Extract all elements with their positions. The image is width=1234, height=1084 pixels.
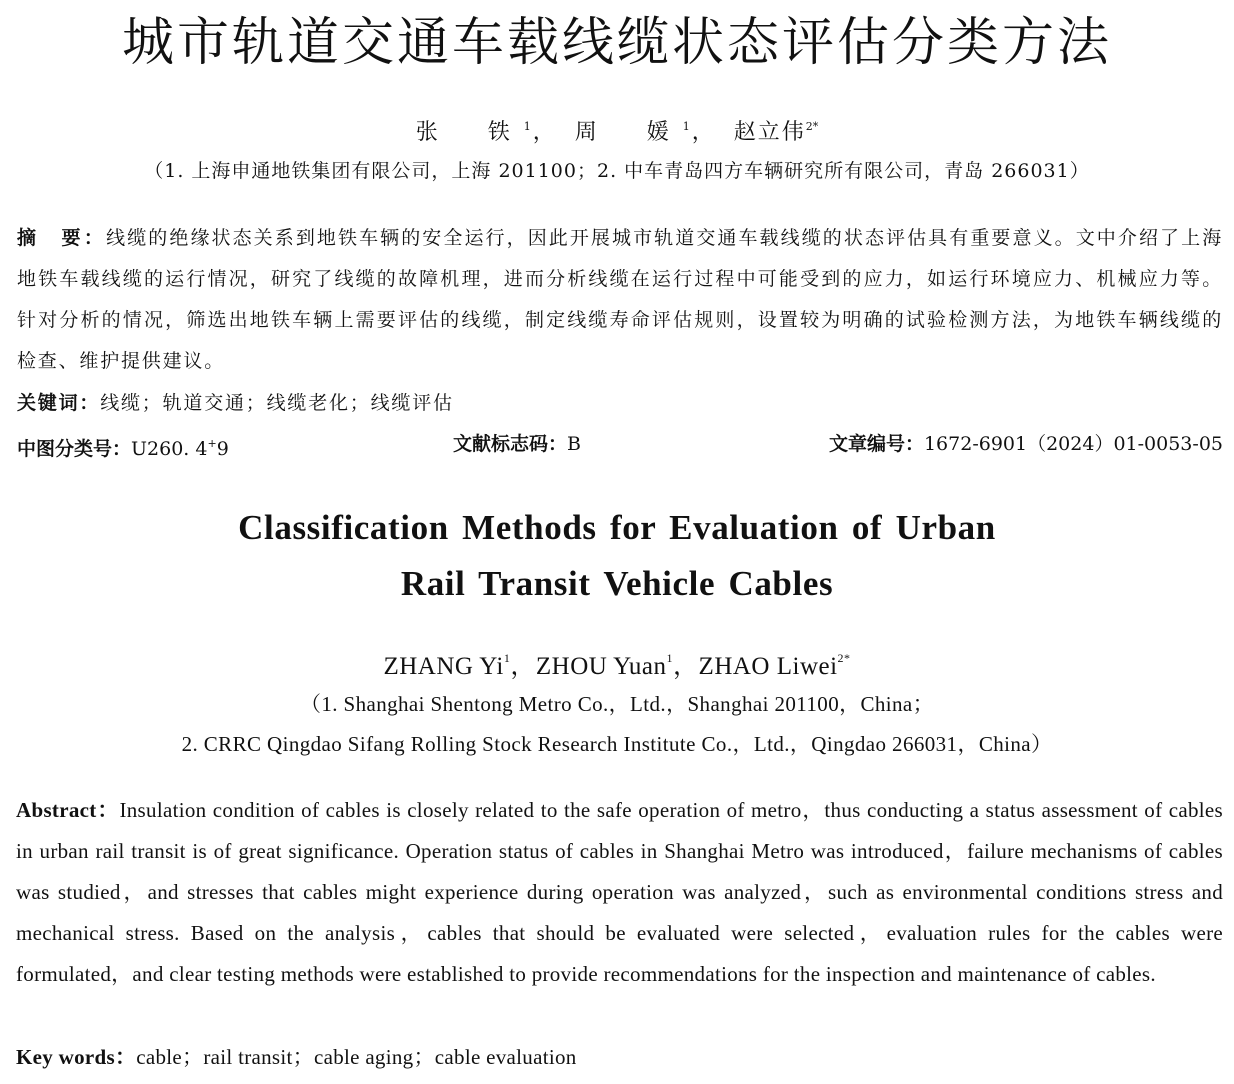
chinese-author-name: 赵立伟 xyxy=(733,120,806,145)
clc-superscript: + xyxy=(207,437,217,450)
author-separator: ， xyxy=(673,653,699,680)
author-separator: ， xyxy=(691,120,716,145)
author-separator: ， xyxy=(532,120,557,145)
chinese-author xyxy=(416,110,531,150)
author-affiliation-marker: 1 xyxy=(503,651,511,665)
chinese-keywords xyxy=(17,383,1223,423)
chinese-keywords-text: 线缆；轨道交通；线缆老化；线缆评估 xyxy=(100,392,454,414)
english-abstract-label: Abstract： xyxy=(16,798,120,822)
english-author-name: ZHANG Yi xyxy=(383,653,504,680)
author-separator: ， xyxy=(510,653,536,680)
document-code-label: 文献标志码： xyxy=(453,433,568,455)
author-affiliation-marker: 1 xyxy=(523,120,531,133)
author-affiliation-marker: 1 xyxy=(682,120,690,133)
clc-number xyxy=(17,424,229,469)
english-title xyxy=(0,500,1234,612)
chinese-abstract-label: 摘 要： xyxy=(17,227,107,249)
english-keywords-text: cable；rail transit；cable aging；cable evaluation xyxy=(136,1045,577,1069)
chinese-affiliations: （1. 上海申通地铁集团有限公司，上海 201100；2. 中车青岛四方车辆研究所有限公司，青岛 266031） xyxy=(144,160,1090,182)
article-number-label: 文章编号： xyxy=(828,433,924,455)
clc-suffix: 9 xyxy=(216,438,229,460)
english-title-line: Rail Transit Vehicle Cables xyxy=(400,564,834,603)
author-affiliation-marker: 2* xyxy=(805,120,819,133)
english-abstract xyxy=(16,790,1223,995)
author-affiliation-marker: 2* xyxy=(837,651,851,665)
chinese-title: 城市轨道交通车载线缆状态评估分类方法 xyxy=(121,13,1112,73)
clc-value: U260. 4 xyxy=(131,438,208,460)
english-keywords-label: Key words： xyxy=(16,1045,137,1069)
clc-label: 中图分类号： xyxy=(17,438,132,460)
english-author-name: ZHAO Liwei xyxy=(698,653,838,680)
chinese-abstract-text: 线缆的绝缘状态关系到地铁车辆的安全运行，因此开展城市轨道交通车载线缆的状态评估具有重要意义。文中介绍了上海地铁车载线缆的运行情况，研究了线缆的故障机理，进而分析线缆在运行过程中可能受到的应力，如运行环境应力、机械应力等。针对分析的情况，筛选出地铁车辆上需要评估的线缆，制定线缆寿命评估规则，设置较为明确的试验检测方法，为地铁车辆线缆的检查、维护提供建议。 xyxy=(17,227,1223,372)
classification-row xyxy=(17,424,1223,464)
chinese-author xyxy=(575,110,690,150)
chinese-author-name: 张 铁 xyxy=(415,120,524,145)
chinese-author-name: 周 媛 xyxy=(574,120,683,145)
article-number xyxy=(829,424,1223,464)
english-affiliations xyxy=(0,684,1234,764)
english-author-name: ZHOU Yuan xyxy=(535,653,667,680)
chinese-author-list xyxy=(0,110,1234,150)
english-keywords xyxy=(16,1037,1223,1077)
document-code-value: B xyxy=(567,433,581,455)
english-author-list xyxy=(0,638,1234,687)
english-title-line: Classification Methods for Evaluation of Urban xyxy=(238,508,996,547)
english-affiliation-line: 2. CRRC Qingdao Sifang Rolling Stock Research Institute Co.，Ltd.，Qingdao 266031，China） xyxy=(181,732,1053,756)
chinese-keywords-label: 关键词： xyxy=(17,392,101,414)
document-code xyxy=(453,424,581,464)
article-number-value: 1672-6901（2024）01-0053-05 xyxy=(923,433,1223,455)
english-affiliation-line: （1. Shanghai Shentong Metro Co.，Ltd.，Shanghai 201100，China； xyxy=(299,692,935,716)
chinese-abstract xyxy=(17,218,1223,382)
english-abstract-text: Insulation condition of cables is closely related to the safe operation of metro，thus conducting a status assessment of cables in urban rail transit is of great significance. Operation status of cables in Shanghai Metro was introduced，failure mechanisms of cables was studied，and stresses that cables might experience during operation was analyzed，such as environmental conditions stress and mechanical stress. Based on the analysis，cables that should be evaluated were selected，evaluation rules for the cables were formulated，and clear testing methods were established to provide recommendations for the inspection and maintenance of cables. xyxy=(16,798,1223,986)
chinese-author xyxy=(734,110,819,150)
author-affiliation-marker: 1 xyxy=(666,651,674,665)
